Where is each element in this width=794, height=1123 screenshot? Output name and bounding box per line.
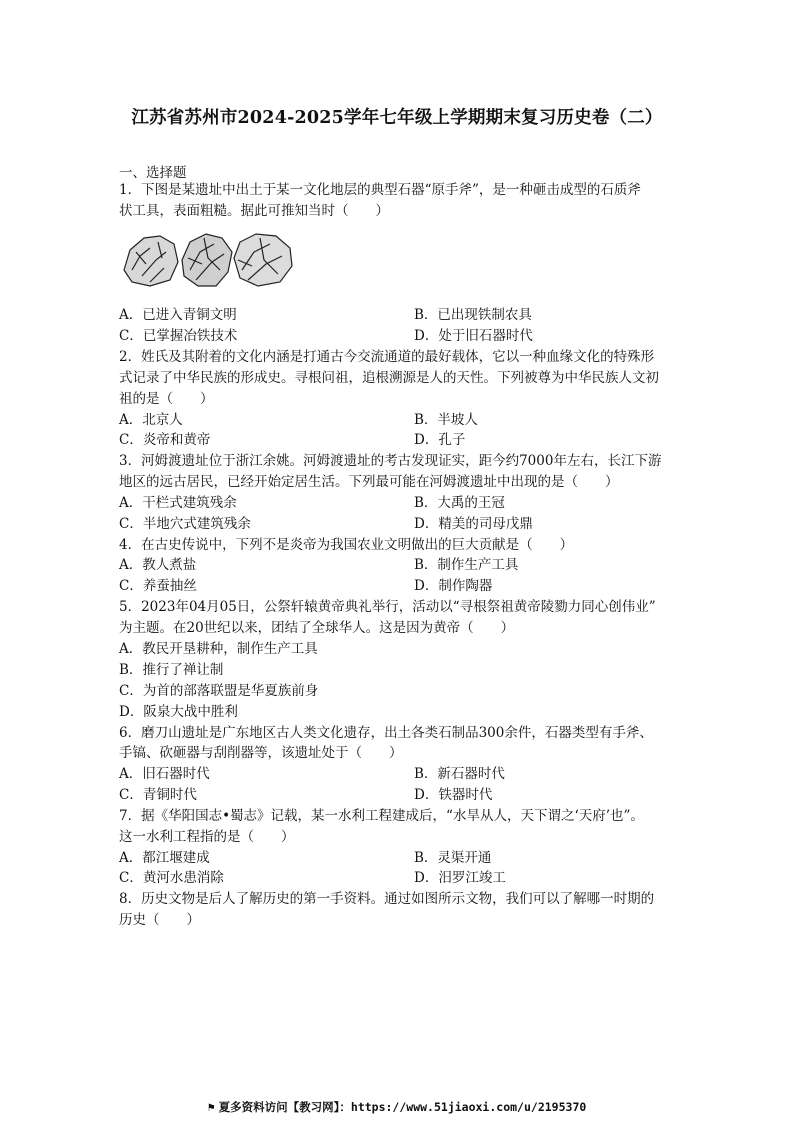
- q5-option-c: C．为首的部落联盟是华夏族前身: [119, 683, 319, 699]
- q2-option-a: A．北京人: [119, 412, 183, 428]
- flag-icon: ⚑: [207, 1100, 215, 1114]
- q6-option-b: B．新石器时代: [414, 766, 505, 782]
- question-7-text: 7．据《华阳国志•蜀志》记载，某一水利工程建成后，“水旱从人，天下谓之‘天府’也”。: [119, 808, 644, 824]
- q7-option-a: A．都江堰建成: [119, 850, 210, 866]
- q4-option-c: C．养蚕抽丝: [119, 578, 197, 594]
- q7-option-d: D．汨罗江竣工: [414, 870, 506, 886]
- q3-option-b: B．大禹的王冠: [414, 495, 505, 511]
- q7-option-c: C．黄河水患消除: [119, 870, 224, 886]
- q2-option-d: D．孔子: [414, 432, 466, 448]
- q1-option-a: A．已进入青铜文明: [119, 307, 237, 323]
- q1-option-c: C．已掌握冶铁技术: [119, 328, 238, 344]
- question-2-text-cont2: 祖的是（ ）: [119, 391, 214, 407]
- footer-link[interactable]: [0, 1099, 794, 1115]
- q7-option-b: B．灵渠开通: [414, 850, 492, 866]
- q6-option-d: D．铁器时代: [414, 787, 493, 803]
- question-2-text-cont: 式记录了中华民族的形成史。寻根问祖，追根溯源是人的天性。下列被尊为中华民族人文初: [119, 370, 659, 386]
- question-8-text: 8．历史文物是后人了解历史的第一手资料。通过如图所示文物，我们可以了解哪一时期的: [119, 891, 655, 907]
- hand-axe-stone-tools-image: [120, 230, 296, 290]
- q4-option-a: A．教人煮盐: [119, 557, 197, 573]
- q5-option-a: A．教民开垦耕种，制作生产工具: [119, 641, 318, 657]
- q1-option-d: D．处于旧石器时代: [414, 328, 533, 344]
- question-6-text-cont: 手镐、砍砸器与刮削器等，该遗址处于（ ）: [119, 745, 403, 761]
- q3-option-c: C．半地穴式建筑残余: [119, 516, 251, 532]
- page-title: 江苏省苏州市2024-2025学年七年级上学期期末复习历史卷（二）: [131, 108, 663, 128]
- question-7-text-cont: 这一水利工程指的是（ ）: [119, 829, 295, 845]
- section-heading: 一、选择题: [119, 165, 187, 181]
- q1-option-b: B．已出现铁制农具: [414, 307, 532, 323]
- question-5-text: 5．2023年04月05日，公祭轩辕黄帝典礼举行，活动以“寻根祭祖黄帝陵勠力同心创伟业”: [119, 599, 656, 615]
- q2-option-b: B．半坡人: [414, 412, 478, 428]
- question-6-text: 6．磨刀山遗址是广东地区古人类文化遗存，出土各类石制品300余件，石器类型有手斧、: [119, 725, 653, 741]
- question-1-text: 1．下图是某遗址中出土于某一文化地层的典型石器“原手斧”，是一种砸击成型的石质斧: [119, 182, 641, 198]
- q5-option-b: B．推行了禅让制: [119, 662, 224, 678]
- q6-option-a: A．旧石器时代: [119, 766, 210, 782]
- question-4-text: 4．在古史传说中，下列不是炎帝为我国农业文明做出的巨大贡献是（ ）: [119, 537, 574, 553]
- q5-option-d: D．阪泉大战中胜利: [119, 704, 238, 720]
- footer-text: 夏多资料访问【教习网】：https://www.51jiaoxi.com/u/2195370: [218, 1100, 587, 1114]
- question-3-text-cont: 地区的远古居民，已经开始定居生活。下列最可能在河姆渡遗址中出现的是（ ）: [119, 474, 619, 490]
- q4-option-b: B．制作生产工具: [414, 557, 519, 573]
- q6-option-c: C．青铜时代: [119, 787, 197, 803]
- q3-option-a: A．干栏式建筑残余: [119, 495, 237, 511]
- question-1-text-cont: 状工具，表面粗糙。据此可推知当时（ ）: [119, 203, 389, 219]
- question-3-text: 3．河姆渡遗址位于浙江余姚。河姆渡遗址的考古发现证实，距今约7000年左右，长江下游: [119, 453, 662, 469]
- question-8-text-cont: 历史（ ）: [119, 912, 200, 928]
- q2-option-c: C．炎帝和黄帝: [119, 432, 211, 448]
- question-2-text: 2．姓氏及其附着的文化内涵是打通古今交流通道的最好载体，它以一种血缘文化的特殊形: [119, 349, 655, 365]
- q3-option-d: D．精美的司母戊鼎: [414, 516, 533, 532]
- question-5-text-cont: 为主题。在20世纪以来，团结了全球华人。这是因为黄帝（ ）: [119, 620, 515, 636]
- q4-option-d: D．制作陶器: [414, 578, 493, 594]
